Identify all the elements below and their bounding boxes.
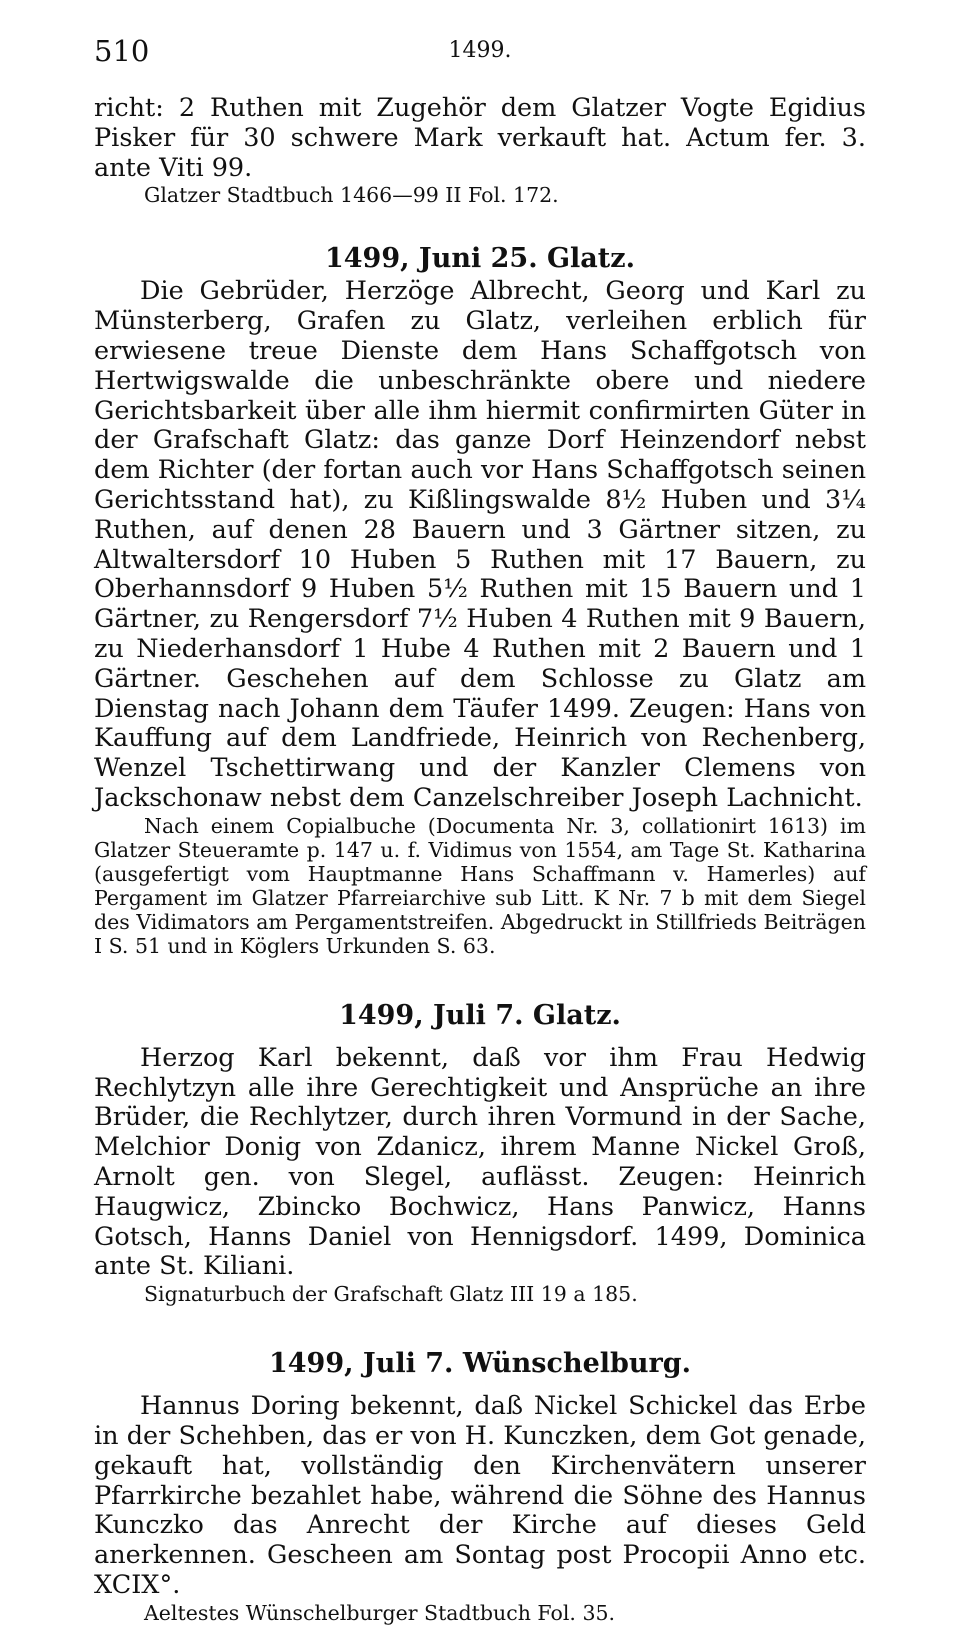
entry-text: Herzog Karl bekennt, daß vor ihm Frau Hedwig Rechlytzyn alle ihre Gerechtigkeit und Ansprüche an ihre Brüder, die Rechlytzer, durch ihren Vormund in der Sache, Melchior Donig von Zdanicz, ihrem Manne Nickel Groß, Arnolt gen. von Slegel, auflässt. Zeugen: Heinrich Haugwicz, Zbincko Bochwicz, Hans Panwicz, Hanns Gotsch, Hanns Daniel von Hennigsdorf. 1499, Dominica ante St. Kiliani. [94, 1042, 866, 1282]
entry-source: Glatzer Stadtbuch 1466—99 II Fol. 172. [144, 183, 559, 208]
page-content [94, 94, 866, 1625]
page-header [94, 34, 866, 74]
entry-heading: 1499, Juni 25. Glatz. [324, 243, 636, 275]
entry-heading: 1499, Juli 7. Wünschelburg. [268, 1348, 692, 1380]
entry-heading: 1499, Juli 7. Glatz. [339, 999, 621, 1031]
entry-text: Hannus Doring bekennt, daß Nickel Schickel das Erbe in der Schehben, das er von H. Kunczken, dem Got genade, gekauft hat, vollständig den Kirchenvätern unserer Pfarrkirche bezahlet habe, während die Söhne des Hannus Kunczko das Anrecht der Kirche auf dieses Geld anerkennen. Gescheen am Sontag post Procopii Anno etc. XCIX°. [94, 1391, 866, 1600]
entry-source: Signaturbuch der Grafschaft Glatz III 19 a 185. [144, 1282, 638, 1307]
entry-text-continuation: richt: 2 Ruthen mit Zugehör dem Glatzer Vogte Egidius Pisker für 30 schwere Mark verkauft hat. Actum fer. 3. ante Viti 99. [94, 93, 866, 183]
page-number: 510 [94, 34, 150, 68]
entry-text: Die Gebrüder, Herzöge Albrecht, Georg und Karl zu Münsterberg, Grafen zu Glatz, verleihen erblich für erwiesene treue Dienste dem Hans Schaffgotsch von Hertwigswalde die unbeschränkte obere und niedere Gerichtsbarkeit über alle ihm hiermit confirmirten Güter in der Grafschaft Glatz: das ganze Dorf Heinzendorf nebst dem Richter (der fortan auch vor Hans Schaffgotsch seinen Gerichtsstand hat), zu Kißlingswalde 8½ Huben und 3¼ Ruthen, auf denen 28 Bauern und 3 Gärtner sitzen, zu Altwaltersdorf 10 Huben 5 Ruthen mit 17 Bauern, zu Oberhannsdorf 9 Huben 5½ Ruthen mit 15 Bauern und 1 Gärtner, zu Rengersdorf 7½ Huben 4 Ruthen mit 9 Bauern, zu Niederhansdorf 1 Hube 4 Ruthen mit 2 Bauern und 1 Gärtner. Geschehen auf dem Schlosse zu Glatz am Dienstag nach Johann dem Täufer 1499. Zeugen: Hans von Kauffung auf dem Landfriede, Heinrich von Rechenberg, Wenzel Tschettirwang und der Kanzler Clemens von Jackschonaw nebst dem Canzelschreiber Joseph Lachnicht. [94, 276, 866, 813]
entry-source: Aeltestes Wünschelburger Stadtbuch Fol. 35. [144, 1600, 616, 1625]
entry-source: Nach einem Copialbuche (Documenta Nr. 3, collationirt 1613) im Glatzer Steueramte p. 147 u. f. Vidimus von 1554, am Tage St. Katharina (ausgefertigt vom Hauptmanne Hans Schaffmann v. Hamerles) auf Pergament im Glatzer Pfarreiarchive sub Litt. K Nr. 7 b mit dem Siegel des Vidimators am Pergamentstreifen. Abgedruckt in Stillfrieds Beiträgen I S. 51 und in Köglers Urkunden S. 63. [94, 813, 866, 958]
running-head: 1499. [448, 38, 512, 63]
